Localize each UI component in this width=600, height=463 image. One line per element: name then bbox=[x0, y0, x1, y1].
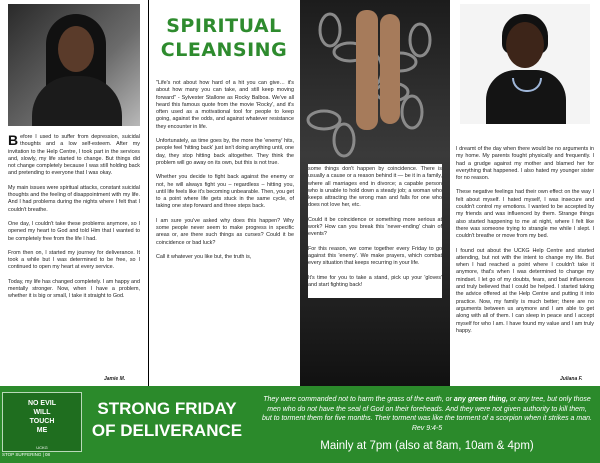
logo-sub: UCKG bbox=[36, 445, 48, 450]
right-column bbox=[450, 0, 600, 386]
logo-line-1: NO EVIL bbox=[27, 400, 56, 407]
scripture-post: or any tree, but only those men who do not have the seal of God on their foreheads. And they were not given authority to kill them, but to torment them for five months. Their torment was like the torment of a scorpion when it strikes a man. Rev 9:4-5 bbox=[262, 396, 592, 432]
page-caption: STOP SUFFERING | 08 bbox=[2, 452, 51, 457]
left-paragraph-2: My main issues were spiritual attacks, constant suicidal thoughts and the feeling of disappointment with my life. And I had problems during the nights where I felt that I couldn't breathe. bbox=[8, 184, 140, 213]
middle-paragraph-5: Call it whatever you like but, the truth is, bbox=[156, 253, 252, 260]
service-times: Mainly at 7pm (also at 8am, 10am & 4pm) bbox=[320, 440, 534, 452]
logo-line-4: ME bbox=[36, 427, 48, 434]
middle-article-text bbox=[156, 80, 294, 268]
testimony-photo-juliana bbox=[460, 4, 590, 124]
photo-paragraph-3: For this reason, we come together every Friday to go against this 'enemy'. We make prayers, which combat every situation that keeps recurring in your life. bbox=[308, 245, 442, 267]
left-paragraph-4: From then on, I started my journey for deliverance. It took a while but I was determined to be free, so I continued to open my heart at every service. bbox=[8, 249, 140, 271]
middle-paragraph-3: Whether you decide to fight back against the enemy or not, he will always fight you – regardless – hitting you, until life feels like it's becoming unbearable. Then, you get to a point where life gets stuck in the same cycle, of taking one step forward and three steps back. bbox=[156, 174, 294, 210]
left-paragraph-3: One day, I couldn't take these problems anymore, so I opened my heart to God and told Him that I wanted to be completely free from the life I had. bbox=[8, 220, 140, 242]
middle-paragraph-1: "Life's not about how hard of a hit you can give… it's about how many you can take, and still keep moving forward" - Sylvester Stallone as Rocky Balboa. We've all heard this famous quote from the movie 'Rocky', and it's often used as a motivational tool for people to keep going, against the odds, and against whatever resistance they encounter in life. bbox=[156, 80, 294, 130]
left-paragraph-1: efore I used to suffer from depression, suicidal thoughts and a low self-esteem. After my invitation to the Help Centre, I took part in the services and, slowly, my life started to change. But things did not change completely because I was still holding back and pretending to everyone that I was okay. bbox=[8, 134, 140, 177]
no-evil-logo bbox=[2, 392, 82, 452]
right-paragraph-1: These negative feelings had their own effect on the way I felt about myself. I hated myself, I was insecure and couldn't control my emotions. I wanted to be accepted by my friends and was influenced by them. Strange things also started happening to me at night, where I felt like there was someone trying to strangle me while I slept. I couldn't breathe or move from my bed. bbox=[456, 189, 594, 240]
photo-paragraph-4: It's time for you to take a stand, pick up your 'gloves' and start fighting back! bbox=[308, 274, 442, 288]
title-line-1: SPIRITUAL bbox=[166, 15, 282, 37]
right-intro-letter: I bbox=[456, 146, 458, 152]
photo-paragraph-1: some things don't happen by coincidence. There is usually a cause or a reason behind it — be it in a family, where all marriages end in divorce; a capable person who is unable to hold down a steady job; a woman who keeps attracting the wrong man and falls for one who does not love her, etc. bbox=[308, 166, 442, 209]
banner-title-line-1: STRONG FRIDAY bbox=[97, 399, 237, 418]
chains-column bbox=[300, 0, 450, 386]
dropcap: B bbox=[8, 132, 19, 148]
signature-jamie: Jamie M. bbox=[104, 376, 126, 382]
scripture-quote bbox=[262, 395, 592, 433]
left-column bbox=[0, 0, 148, 386]
signature-juliana: Juliana F. bbox=[560, 376, 583, 382]
page-title bbox=[148, 14, 300, 62]
right-paragraph-2: I found out about the UCKG Help Centre and started attending, but not with the intent to change my life. But when I had reached a point where I couldn't take it anymore, that's when I was determined to change my mindset. I let go of my doubts, fears, and bad influences and truly believed that I could be helped. I started taking the advice offered at the Help Centre and putting it into practice. Now, my family is much better; there are no arguments between us anymore and I am able to get along with all of them. I can sleep in peace and I accept myself for who I am. I have found my value and I am truly happy. bbox=[456, 247, 594, 334]
testimony-photo-jamie bbox=[8, 4, 140, 126]
right-intro-text: dreamt of the day when there would be no arguments in my home. My parents fought physically and frequently. I had a grudge against my mother and blamed her for everything that happened. I also hated my younger sister for no reason. bbox=[456, 146, 594, 182]
banner-title bbox=[82, 398, 252, 442]
banner-title-line-2: OF DELIVERANCE bbox=[91, 421, 243, 440]
scripture-pre: They were commanded not to harm the grass of the earth, or bbox=[263, 396, 454, 403]
middle-paragraph-4: I am sure you've asked why does this happen? Why some people never seem to make progress in specific areas or, are there such things as curses? Could it be coincidence or bad luck? bbox=[156, 217, 294, 246]
logo-line-2: WILL bbox=[33, 409, 51, 416]
chains-column-text bbox=[308, 164, 442, 298]
bottom-banner bbox=[0, 386, 600, 463]
middle-paragraph-2: Unfortunately, as time goes by, the more the 'enemy' hits, people feel 'hitting back' just isn't doing anything until, one day, they stop hitting back altogether. They think the problem will go away on its own, but this is not true. bbox=[156, 138, 294, 166]
photo-paragraph-2: Could it be coincidence or something more serious at work? How can you break this 'never-ending' chain of events? bbox=[308, 216, 442, 238]
left-paragraph-5: Today, my life has changed completely. I am happy and mentally stronger. Now, when I have a problem, whether it is big or small, I take it straight to God. bbox=[8, 278, 140, 300]
left-testimony-text bbox=[8, 134, 140, 308]
logo-line-3: TOUCH bbox=[29, 418, 55, 425]
title-line-2: CLEANSING bbox=[160, 39, 288, 61]
right-testimony-text bbox=[456, 146, 594, 342]
scripture-bold: any green thing, bbox=[453, 396, 508, 403]
